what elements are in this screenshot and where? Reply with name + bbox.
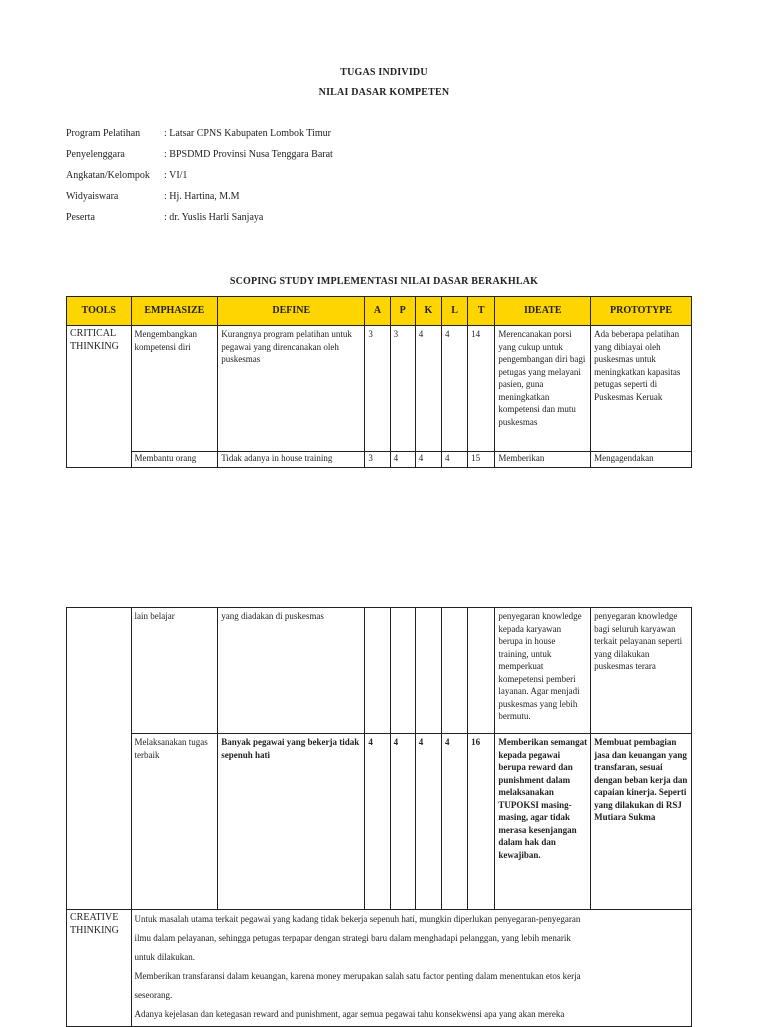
define-cell: Tidak adanya in house training	[218, 452, 365, 468]
score-l: 4	[441, 452, 467, 468]
score-a: 3	[365, 326, 390, 452]
creative-line: seseorang.	[134, 990, 173, 1000]
scoping-table-page1	[66, 296, 692, 468]
header-prototype: PROTOTYPE	[591, 297, 692, 326]
score-l: 4	[441, 734, 467, 910]
score-t: 15	[468, 452, 495, 468]
prototype-cell: Mengagendakan	[591, 452, 692, 468]
score-p: 3	[390, 326, 415, 452]
score-k: 4	[415, 326, 441, 452]
meta-value: : Hj. Hartina, M.M	[164, 191, 240, 202]
meta-label: Peserta	[66, 212, 95, 223]
prototype-cell: Ada beberapa pelatihan yang dibiayai oleh puskesmas untuk meningkatkan kapasitas petugas seperti di Puskesmas Keruak	[591, 326, 692, 452]
ideate-cell: penyegaran knowledge kepada karyawan berupa in house training, untuk memperkuat komepetensi pemberi layanan. Agar menjadi puskesmas yang lebih bermutu.	[495, 608, 591, 734]
prototype-cell: Membuat pembagian jasa dan keuangan yang transfaran, sesuai dengan beban kerja dan capaian kinerja. Seperti yang dilakukan di RSJ Mutiara Sukma	[591, 734, 692, 910]
section-title: SCOPING STUDY IMPLEMENTASI NILAI DASAR BERAKHLAK	[229, 276, 539, 287]
emphasize-cell: Mengembangkan kompetensi diri	[131, 326, 218, 452]
score-k: 4	[415, 734, 441, 910]
header-t: T	[468, 297, 495, 326]
score-a: 4	[365, 734, 390, 910]
meta-label: Penyelenggara	[66, 149, 125, 160]
table-row	[67, 326, 692, 452]
score-p-empty	[390, 608, 415, 734]
meta-label: Widyaiswara	[66, 191, 119, 202]
table-row	[67, 734, 692, 910]
creative-line: Untuk masalah utama terkait pegawai yang kadang tidak bekerja sepenuh hati, mungkin diperlukan penyegaran-penyegaran	[134, 914, 581, 924]
meta-value: : Latsar CPNS Kabupaten Lombok Timur	[164, 128, 331, 139]
score-p: 4	[390, 734, 415, 910]
ideate-cell: Memberikan semangat kepada pegawai berupa reward dan punishment dalam melaksanakan TUPOKSI masing-masing, agar tidak merasa kesenjangan dalam hak dan kewajiban.	[495, 734, 591, 910]
header-p: P	[390, 297, 415, 326]
define-cell: Banyak pegawai yang bekerja tidak sepenuh hati	[218, 734, 365, 910]
creative-line: ilmu dalam pelayanan, sehingga petugas terpapar dengan strategi baru dalam menghadapi pelanggan, yang lebih menarik	[134, 933, 571, 943]
tools-cell-continued	[67, 608, 132, 910]
document-title: TUGAS INDIVIDU	[340, 67, 428, 78]
header-k: K	[415, 297, 441, 326]
meta-label: Angkatan/Kelompok	[66, 170, 150, 181]
creative-thinking-text	[131, 910, 691, 1027]
define-cell: Kurangnya program pelatihan untuk pegawai yang direncanakan oleh puskesmas	[218, 326, 365, 452]
score-l-empty	[441, 608, 467, 734]
table-header-row	[67, 297, 692, 326]
document-subtitle: NILAI DASAR KOMPETEN	[318, 87, 450, 98]
ideate-cell: Merencanakan porsi yang cukup untuk pengembangan diri bagi petugas yang melayani pasien, guna meningkatkan kompetensi dan mutu puskesmas	[495, 326, 591, 452]
meta-value: : dr. Yuslis Harli Sanjaya	[164, 212, 264, 223]
creative-line: untuk dilakukan.	[134, 952, 196, 962]
score-t-empty	[468, 608, 495, 734]
table-row-creative	[67, 910, 692, 1027]
table-row	[67, 608, 692, 734]
header-ideate: IDEATE	[495, 297, 591, 326]
header-l: L	[441, 297, 467, 326]
header-define: DEFINE	[218, 297, 365, 326]
tools-cell: CREATIVE THINKING	[67, 910, 132, 1027]
meta-value: : BPSDMD Provinsi Nusa Tenggara Barat	[164, 149, 333, 160]
header-tools: TOOLS	[67, 297, 132, 326]
emphasize-cell: lain belajar	[131, 608, 218, 734]
creative-line: Memberikan transfaransi dalam keuangan, karena money merupakan salah satu factor penting dalam menentukan etos kerja	[134, 971, 581, 981]
prototype-cell: penyegaran knowledge bagi seluruh karyawan terkait pelayanan seperti yang dilakukan puskesmas terara	[591, 608, 692, 734]
score-a: 3	[365, 452, 390, 468]
scoping-table-page2	[66, 607, 692, 1027]
emphasize-cell: Membantu orang	[131, 452, 218, 468]
define-cell: yang diadakan di puskesmas	[218, 608, 365, 734]
score-k-empty	[415, 608, 441, 734]
meta-value: : VI/1	[164, 170, 188, 181]
score-a-empty	[365, 608, 390, 734]
score-t: 16	[468, 734, 495, 910]
creative-line: Adanya kejelasan dan ketegasan reward and punishment, agar semua pegawai tahu konsekwensi apa yang akan mereka	[134, 1009, 565, 1019]
table-row	[67, 452, 692, 468]
header-a: A	[365, 297, 390, 326]
score-l: 4	[441, 326, 467, 452]
emphasize-cell: Melaksanakan tugas terbaik	[131, 734, 218, 910]
score-k: 4	[415, 452, 441, 468]
tools-cell: CRITICAL THINKING	[67, 326, 132, 468]
score-t: 14	[468, 326, 495, 452]
score-p: 4	[390, 452, 415, 468]
header-emphasize: EMPHASIZE	[131, 297, 218, 326]
meta-label: Program Pelatihan	[66, 128, 141, 139]
ideate-cell: Memberikan	[495, 452, 591, 468]
